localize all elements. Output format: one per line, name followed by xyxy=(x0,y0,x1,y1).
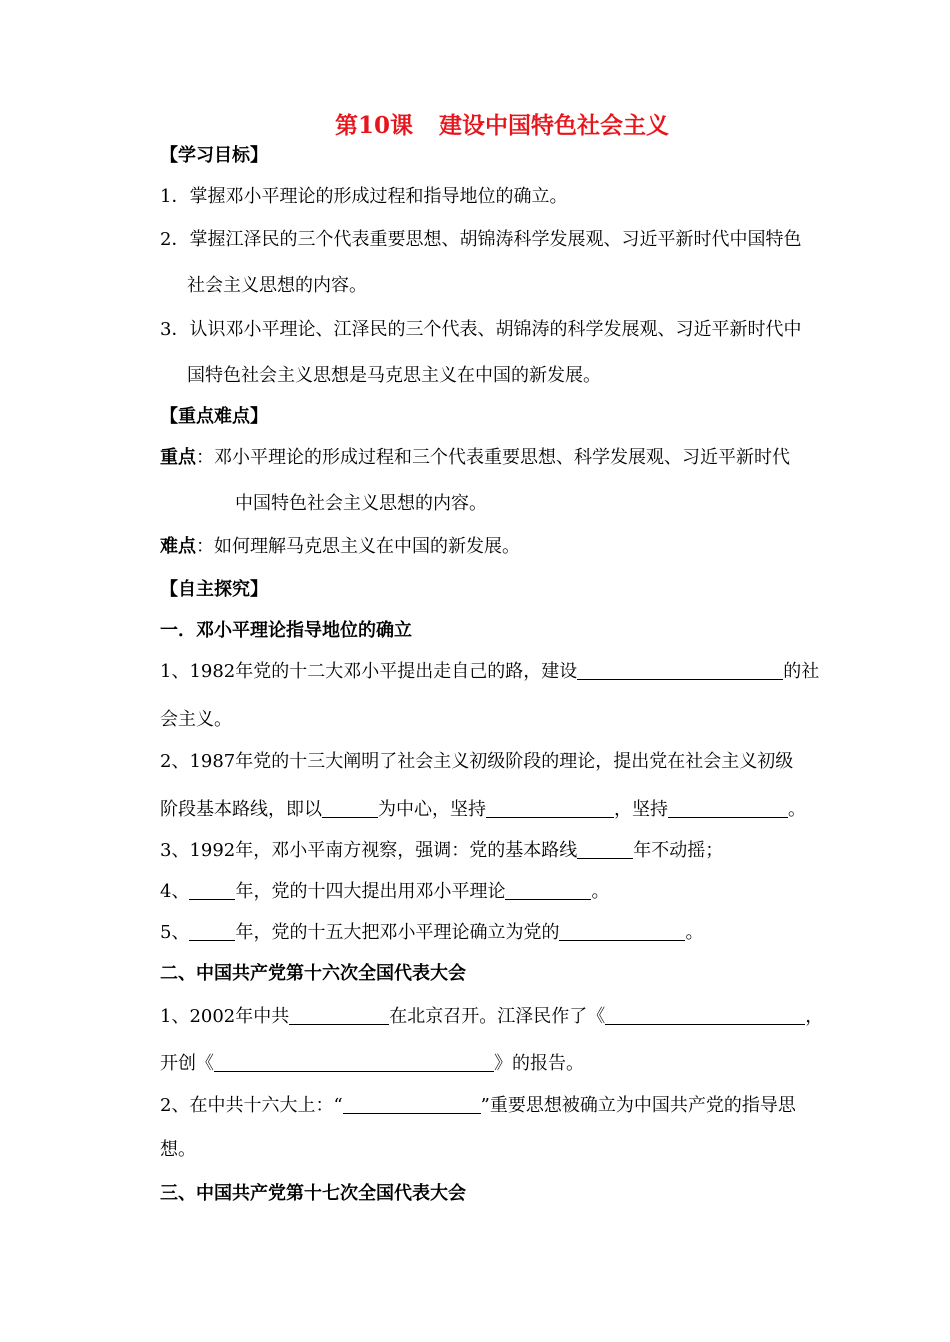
answer-blank[interactable] xyxy=(189,879,235,900)
answer-blank[interactable] xyxy=(605,1004,805,1025)
part2-heading: 二、中国共产党第十六次全国代表大会 xyxy=(160,963,466,984)
lesson-number: 第10课 xyxy=(334,112,413,139)
focus-line: 重点：邓小平理论的形成过程和三个代表重要思想、科学发展观、习近平新时代 xyxy=(160,447,790,468)
section-keypoints: 【重点难点】 xyxy=(160,406,268,427)
objective-3-cont: 国特色社会主义思想是马克思主义在中国的新发展。 xyxy=(187,365,601,386)
part1-q2-cont: 阶段基本路线，即以 为中心，坚持 ，坚持 。 xyxy=(160,799,806,820)
part1-q4: 4、 年，党的十四大提出用邓小平理论 。 xyxy=(160,881,610,902)
part1-heading: 一．邓小平理论指导地位的确立 xyxy=(160,620,412,641)
part3-heading: 三、中国共产党第十七次全国代表大会 xyxy=(160,1183,466,1204)
part2-q1: 1、2002年中共 在北京召开。江泽民作了《 ， xyxy=(160,1006,824,1027)
difficulty-label: 难点 xyxy=(160,536,196,557)
part1-q1-cont: 会主义。 xyxy=(160,709,232,730)
answer-blank[interactable] xyxy=(486,797,614,818)
part1-q1: 1、1982年党的十二大邓小平提出走自己的路，建设 的社 xyxy=(160,661,820,682)
objective-3: 3．认识邓小平理论、江泽民的三个代表、胡锦涛的科学发展观、习近平新时代中 xyxy=(160,319,802,340)
part2-q2-cont: 想。 xyxy=(160,1139,196,1160)
answer-blank[interactable] xyxy=(559,920,685,941)
section-objectives: 【学习目标】 xyxy=(160,145,268,166)
part1-q2: 2、1987年党的十三大阐明了社会主义初级阶段的理论，提出党在社会主义初级 xyxy=(160,751,794,772)
lesson-topic: 建设中国特色社会主义 xyxy=(439,112,669,139)
answer-blank[interactable] xyxy=(343,1093,481,1114)
answer-blank[interactable] xyxy=(577,838,633,859)
objective-2-cont: 社会主义思想的内容。 xyxy=(187,275,367,296)
objective-2: 2．掌握江泽民的三个代表重要思想、胡锦涛科学发展观、习近平新时代中国特色 xyxy=(160,229,802,250)
answer-blank[interactable] xyxy=(505,879,591,900)
objective-1: 1．掌握邓小平理论的形成过程和指导地位的确立。 xyxy=(160,186,568,207)
lesson-title xyxy=(0,111,950,141)
part2-q2: 2、在中共十六大上：“ ”重要思想被确立为中国共产党的指导思 xyxy=(160,1095,796,1116)
answer-blank[interactable] xyxy=(577,659,783,680)
answer-blank[interactable] xyxy=(668,797,788,818)
section-explore: 【自主探究】 xyxy=(160,579,268,600)
part1-q3: 3、1992年，邓小平南方视察，强调：党的基本路线 年不动摇； xyxy=(160,840,724,861)
part2-q1-cont: 开创《 》的报告。 xyxy=(160,1053,584,1074)
focus-label: 重点 xyxy=(160,447,196,468)
answer-blank[interactable] xyxy=(322,797,378,818)
answer-blank[interactable] xyxy=(289,1004,389,1025)
answer-blank[interactable] xyxy=(189,920,235,941)
difficulty-line: 难点：如何理解马克思主义在中国的新发展。 xyxy=(160,536,520,557)
focus-line-cont: 中国特色社会主义思想的内容。 xyxy=(235,493,487,514)
answer-blank[interactable] xyxy=(214,1051,494,1072)
part1-q5: 5、 年，党的十五大把邓小平理论确立为党的 。 xyxy=(160,922,704,943)
